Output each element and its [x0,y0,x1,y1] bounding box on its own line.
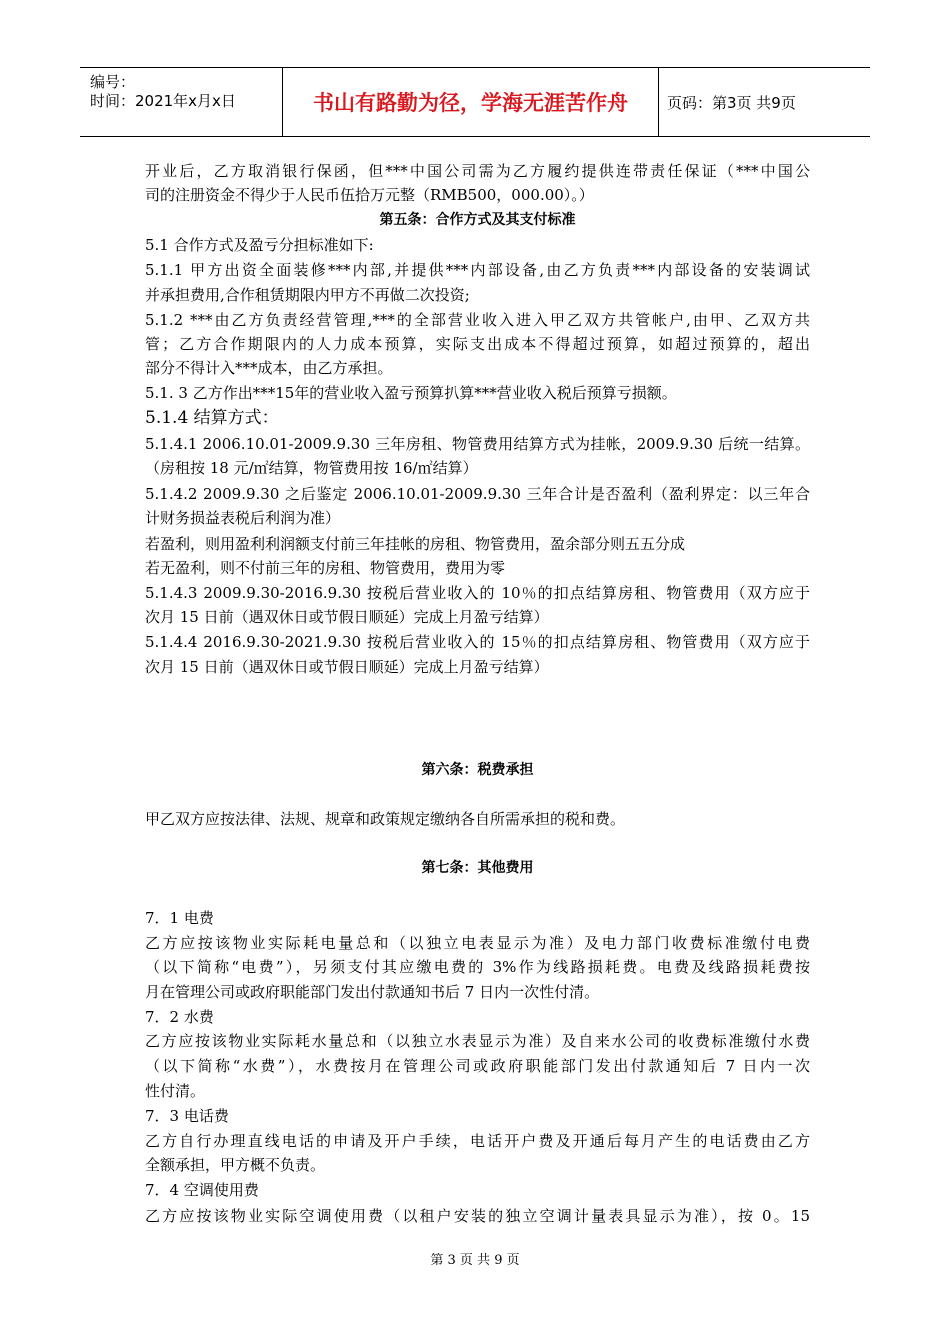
body-line: 次月 15 日前（遇双休日或节假日顺延）完成上月盈亏结算） [145,658,549,676]
section-heading-6: 第六条：税费承担 [421,762,534,778]
body-line: 次月 15 日前（遇双休日或节假日顺延）完成上月盈亏结算） [145,608,549,626]
body-line: 5.1.4 结算方式： [145,408,279,428]
page-header [80,67,870,137]
body-line: （以下简称“水费”），水费按月在管理公司或政府职能部门发出付款通知后 7 日内一次 [145,1057,810,1075]
body-line: 5.1.4.2 2009.9.30 之后鉴定 2006.10.01-2009.9.30 三年合计是否盈利（盈利界定：以三年合 [145,485,810,503]
body-line: 计财务损益表税后利润为准） [145,509,341,527]
body-line: 全额承担，甲方概不负责。 [145,1156,326,1174]
header-motto-cell [283,68,659,136]
body-line: 部分不得计入***成本，由乙方承担。 [145,359,393,377]
body-line: 甲乙双方应按法律、法规、规章和政策规定缴纳各自所需承担的税和费。 [145,810,626,828]
body-line: 若盈利，则用盈利利润额支付前三年挂帐的房租、物管费用，盈余部分则五五分成 [145,535,686,553]
body-line: 并承担费用,合作租赁期限内甲方不再做二次投资; [145,286,470,304]
body-line: 5.1.4.4 2016.9.30-2021.9.30 按税后营业收入的 15％的扣点结算房租、物管费用（双方应于 [145,633,810,651]
body-line: 乙方应按该物业实际耗电量总和（以独立电表显示为准）及电力部门收费标准缴付电费 [145,934,810,952]
body-line: 5.1.4.1 2006.10.01-2009.9.30 三年房租、物管费用结算方式为挂帐，2009.9.30 后统一结算。 [145,435,810,453]
body-line: 管；乙方合作期限内的人力成本预算，实际支出成本不得超过预算，如超过预算的，超出 [145,335,810,353]
body-line: 司的注册资金不得少于人民币伍拾万元整（RMB500，000.00）。） [145,186,594,204]
body-line: 开业后，乙方取消银行保函，但***中国公司需为乙方履约提供连带责任保证（***中国公 [145,162,810,180]
body-line: 乙方自行办理直线电话的申请及开户手续，电话开户费及开通后每月产生的电话费由乙方 [145,1132,810,1150]
page-footer: 第 3 页 共 9 页 [430,1253,520,1268]
body-line: 5.1.2 ***由乙方负责经营管理,***的全部营业收入进入甲乙双方共管帐户,由甲、乙双方共 [145,311,810,329]
number-label: 编号： [90,73,136,91]
body-line: 5.1 合作方式及盈亏分担标准如下: [145,236,374,254]
body-line: 5.1.4.3 2009.9.30-2016.9.30 按税后营业收入的 10％的扣点结算房租、物管费用（双方应于 [145,584,810,602]
body-line: 7．1 电费 [145,909,214,927]
section-heading-7: 第七条：其他费用 [421,860,534,876]
body-line: 月在管理公司或政府职能部门发出付款通知书后 7 日内一次性付清。 [145,983,600,1001]
section-heading-5: 第五条：合作方式及其支付标准 [379,212,576,228]
header-page-cell [659,68,870,136]
body-line: 7．4 空调使用费 [145,1181,259,1199]
body-line: 若无盈利，则不付前三年的房租、物管费用，费用为零 [145,559,506,577]
header-meta-cell [80,68,283,136]
page-info: 页码：第3页 共9页 [667,94,796,112]
body-line: 5.1. 3 乙方作出***15年的营业收入盈亏预算扒算***营业收入税后预算亏损额。 [145,384,677,402]
body-line: （房租按 18 元/㎡结算，物管费用按 16/㎡结算） [145,459,478,477]
body-line: 乙方应按该物业实际耗水量总和（以独立水表显示为准）及自来水公司的收费标准缴付水费 [145,1032,810,1050]
body-line: 乙方应按该物业实际空调使用费（以租户安装的独立空调计量表具显示为准），按 0。15 [145,1207,810,1225]
body-line: （以下简称“电费”），另须支付其应缴电费的 3%作为线路损耗费。电费及线路损耗费按 [145,958,810,976]
body-line: 7．2 水费 [145,1008,214,1026]
body-line: 7．3 电话费 [145,1107,229,1125]
body-line: 5.1.1 甲方出资全面装修***内部,并提供***内部设备,由乙方负责***内部设备的安装调试 [145,261,810,279]
body-line: 性付清。 [145,1082,206,1100]
motto: 书山有路勤为径，学海无涯苦作舟 [313,91,628,115]
date-line: 时间：2021年x月x日 [90,92,236,110]
